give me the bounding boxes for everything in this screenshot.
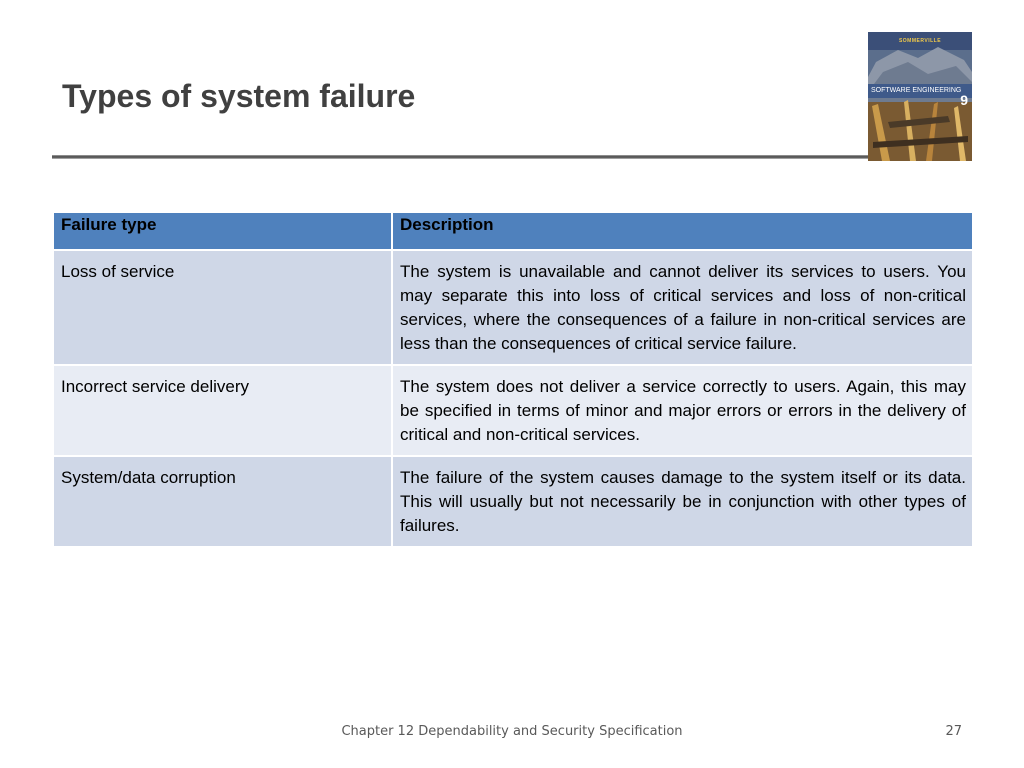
failure-types-table — [52, 211, 974, 548]
table-header-row — [53, 212, 973, 250]
book-author: SOMMERVILLE — [898, 38, 942, 44]
description-cell: The system does not deliver a service correctly to users. Again, this may be specified in terms of minor and major errors or errors in the delivery of critical and non-critical services. — [392, 365, 973, 456]
description-cell: The system is unavailable and cannot deliver its services to users. You may separate this into loss of critical services and loss of non-critical services, where the consequences of a failure in non-critical services are less than the consequences of critical service failure. — [392, 250, 973, 365]
book-title: SOFTWARE ENGINEERING — [871, 87, 962, 94]
header-description: Description — [392, 212, 973, 250]
failure-type-cell: Incorrect service delivery — [53, 365, 392, 456]
book-cover-image — [868, 32, 972, 161]
book-cover-art — [868, 32, 972, 161]
description-cell: The failure of the system causes damage to the system itself or its data. This will usually but not necessarily be in conjunction with other types of failures. — [392, 456, 973, 547]
page-number: 27 — [945, 724, 962, 739]
failure-type-cell: Loss of service — [53, 250, 392, 365]
table-row — [53, 456, 973, 547]
table-row — [53, 250, 973, 365]
header-failure-type: Failure type — [53, 212, 392, 250]
slide-title: Types of system failure — [62, 78, 416, 114]
slide-footer: Chapter 12 Dependability and Security Specification — [341, 724, 683, 739]
book-edition: 9 — [960, 92, 968, 108]
title-divider — [52, 155, 870, 159]
failure-type-cell: System/data corruption — [53, 456, 392, 547]
table-row — [53, 365, 973, 456]
